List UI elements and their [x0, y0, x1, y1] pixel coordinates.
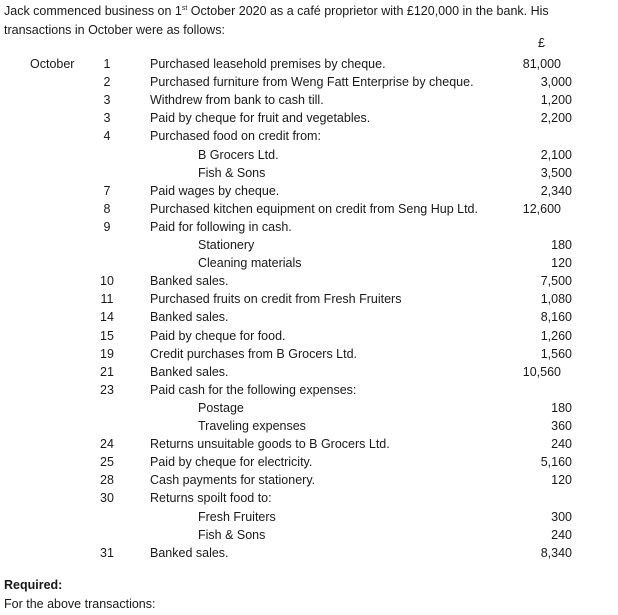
required-text: For the above transactions:: [4, 597, 156, 611]
transaction-amount: 1,260: [540, 328, 572, 343]
transaction-description: Paid by cheque for food.: [150, 328, 286, 343]
transaction-row: [0, 417, 618, 435]
transaction-row: [0, 164, 618, 182]
transaction-description: Stationery: [198, 238, 255, 252]
transaction-row: [0, 73, 618, 91]
transaction-amount: 360: [551, 419, 572, 433]
transaction-description: Paid wages by cheque.: [150, 183, 280, 198]
transaction-day: 3: [103, 93, 111, 108]
transaction-day: 8: [103, 201, 111, 216]
transaction-row: [0, 127, 618, 145]
transaction-amount: 1,560: [540, 346, 572, 361]
transaction-amount: 180: [551, 238, 572, 252]
transaction-row: [0, 544, 618, 562]
transaction-description: Cash payments for stationery.: [150, 473, 316, 488]
transaction-day: 23: [100, 382, 114, 397]
transaction-description: Paid for following in cash.: [150, 219, 292, 234]
transaction-row: [0, 290, 618, 308]
currency-header: £: [538, 36, 545, 50]
transaction-amount: 7,500: [540, 274, 572, 289]
transaction-description: B Grocers Ltd.: [198, 147, 279, 162]
transaction-day: 25: [100, 455, 114, 470]
transaction-row: [0, 218, 618, 236]
transaction-amount: 12,600: [522, 201, 561, 216]
transaction-description: Banked sales.: [150, 274, 229, 289]
transaction-day: 31: [100, 545, 114, 560]
transaction-day: 15: [100, 328, 114, 343]
month-label: October: [30, 57, 75, 71]
transaction-row: [0, 453, 618, 471]
transaction-amount: 2,340: [540, 183, 572, 198]
transaction-description: Purchased kitchen equipment on credit from Seng Hup Ltd.: [150, 201, 478, 216]
transaction-day: 7: [103, 183, 111, 198]
transaction-amount: 3,500: [540, 165, 572, 180]
transaction-description: Purchased fruits on credit from Fresh Fruiters: [150, 292, 402, 307]
transaction-description: Credit purchases from B Grocers Ltd.: [150, 346, 358, 361]
transaction-description: Purchased furniture from Weng Fatt Enterprise by cheque.: [150, 75, 474, 90]
transaction-amount: 300: [551, 509, 572, 524]
transaction-row: [0, 327, 618, 345]
transaction-day: 4: [103, 129, 111, 144]
intro-text-end: October 2020 as a café proprietor with £120,000 in the bank. His transactions in October were as follows:: [4, 4, 549, 37]
transaction-row: [0, 471, 618, 489]
transaction-description: Purchased food on credit from:: [150, 129, 321, 144]
transaction-day: 19: [100, 346, 114, 361]
transaction-row: [0, 55, 618, 73]
transaction-amount: 8,340: [540, 545, 572, 560]
transaction-day: 11: [100, 292, 114, 307]
transaction-row: [0, 363, 618, 381]
transaction-row: [0, 272, 618, 290]
transaction-description: Traveling expenses: [198, 419, 306, 433]
transaction-row: [0, 182, 618, 200]
transaction-day: 9: [103, 219, 111, 234]
transaction-day: 30: [100, 491, 114, 506]
intro-ordinal-suffix: st: [181, 4, 188, 12]
transaction-description: Withdrew from bank to cash till.: [150, 93, 324, 108]
transaction-description: Postage: [198, 400, 244, 415]
transaction-description: Paid cash for the following expenses:: [150, 382, 357, 397]
transaction-day: 24: [100, 437, 114, 452]
transaction-row: [0, 508, 618, 526]
transaction-day: 2: [103, 75, 111, 90]
transaction-amount: 1,080: [540, 292, 572, 307]
transaction-row: [0, 345, 618, 363]
transaction-description: Purchased leasehold premises by cheque.: [150, 57, 386, 71]
transaction-row: [0, 381, 618, 399]
transaction-day: 28: [100, 473, 114, 488]
transaction-description: Returns unsuitable goods to B Grocers Ltd.: [150, 437, 390, 452]
transaction-description: Fish & Sons: [198, 165, 266, 180]
transaction-row: [0, 526, 618, 544]
transaction-amount: 240: [551, 527, 572, 542]
transaction-amount: 2,100: [540, 147, 572, 162]
transaction-day: 10: [100, 274, 114, 289]
transaction-amount: 2,200: [540, 111, 572, 126]
transaction-amount: 10,560: [522, 364, 561, 379]
transaction-amount: 120: [551, 256, 572, 271]
transaction-row: [0, 308, 618, 326]
intro-text-start: Jack commenced business on 1: [4, 4, 182, 18]
transaction-day: 14: [100, 310, 114, 325]
transaction-day: 1: [103, 57, 111, 71]
transaction-row: [0, 146, 618, 164]
transaction-description: Banked sales.: [150, 545, 229, 560]
transaction-amount: 240: [551, 437, 572, 452]
transaction-amount: 180: [551, 400, 572, 415]
transaction-description: Banked sales.: [150, 364, 229, 379]
required-heading: Required:: [4, 578, 63, 592]
transaction-row: [0, 489, 618, 507]
transaction-day: 3: [103, 111, 111, 126]
transaction-description: Fresh Fruiters: [198, 509, 276, 524]
transaction-description: Paid by cheque for electricity.: [150, 455, 313, 470]
transaction-row: [0, 399, 618, 417]
transaction-amount: 81,000: [522, 57, 561, 71]
transaction-amount: 120: [551, 473, 572, 488]
transaction-row: [0, 254, 618, 272]
transaction-description: Paid by cheque for fruit and vegetables.: [150, 111, 371, 126]
transaction-description: Cleaning materials: [198, 256, 302, 271]
transaction-row: [0, 236, 618, 254]
transaction-amount: 8,160: [540, 310, 572, 325]
transaction-row: [0, 91, 618, 109]
transaction-description: Fish & Sons: [198, 527, 266, 542]
transaction-row: [0, 109, 618, 127]
transaction-description: Banked sales.: [150, 310, 229, 325]
transaction-amount: 5,160: [540, 455, 572, 470]
transaction-row: [0, 435, 618, 453]
intro-paragraph: [4, 2, 612, 40]
transaction-amount: 3,000: [540, 75, 572, 90]
transaction-day: 21: [100, 364, 114, 379]
transaction-row: [0, 200, 618, 218]
transaction-description: Returns spoilt food to:: [150, 491, 272, 506]
transaction-amount: 1,200: [540, 93, 572, 108]
